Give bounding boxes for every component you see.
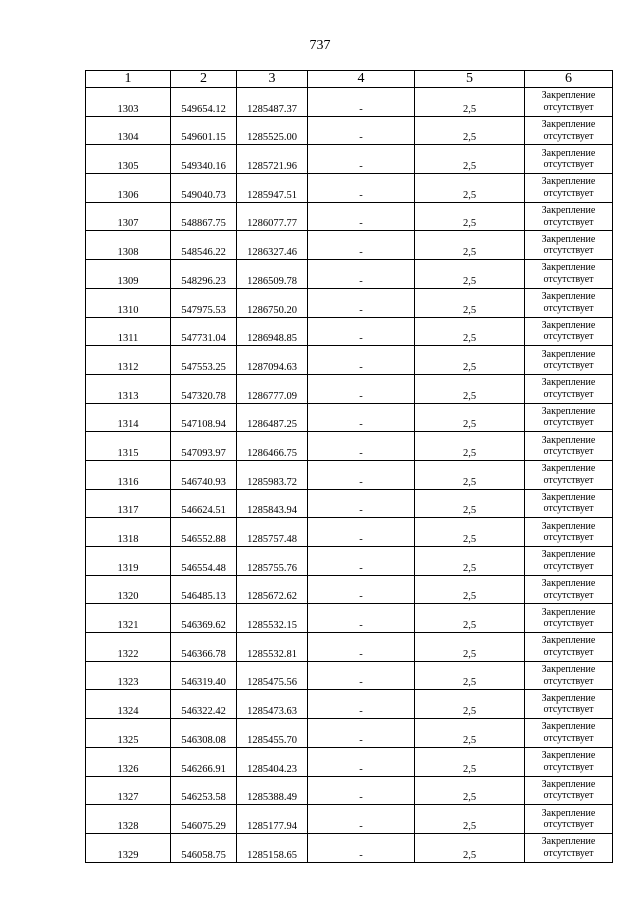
note-cell: Закрепление отсутствует [525, 88, 613, 117]
note-cell: Закрепление отсутствует [525, 403, 613, 432]
column-5-cell: 2,5 [415, 719, 525, 748]
x-coordinate-cell: 546485.13 [171, 575, 237, 604]
column-5-cell: 2,5 [415, 633, 525, 662]
column-header: 3 [237, 71, 308, 88]
y-coordinate-cell: 1285177.94 [237, 805, 308, 834]
column-4-cell: - [308, 776, 415, 805]
column-header: 2 [171, 71, 237, 88]
point-number-cell: 1327 [86, 776, 171, 805]
note-cell: Закрепление отсутствует [525, 317, 613, 346]
x-coordinate-cell: 547108.94 [171, 403, 237, 432]
y-coordinate-cell: 1285532.15 [237, 604, 308, 633]
table-row [86, 403, 613, 432]
column-4-cell: - [308, 88, 415, 117]
column-5-cell: 2,5 [415, 231, 525, 260]
point-number-cell: 1312 [86, 346, 171, 375]
column-5-cell: 2,5 [415, 403, 525, 432]
note-cell: Закрепление отсутствует [525, 116, 613, 145]
x-coordinate-cell: 546369.62 [171, 604, 237, 633]
y-coordinate-cell: 1286487.25 [237, 403, 308, 432]
table-row [86, 288, 613, 317]
column-5-cell: 2,5 [415, 805, 525, 834]
note-cell: Закрепление отсутствует [525, 575, 613, 604]
column-5-cell: 2,5 [415, 776, 525, 805]
y-coordinate-cell: 1285473.63 [237, 690, 308, 719]
note-cell: Закрепление отсутствует [525, 633, 613, 662]
point-number-cell: 1317 [86, 489, 171, 518]
column-4-cell: - [308, 202, 415, 231]
table-row [86, 518, 613, 547]
point-number-cell: 1325 [86, 719, 171, 748]
x-coordinate-cell: 546740.93 [171, 460, 237, 489]
x-coordinate-cell: 548867.75 [171, 202, 237, 231]
header-row [86, 71, 613, 88]
note-cell: Закрепление отсутствует [525, 833, 613, 862]
y-coordinate-cell: 1285455.70 [237, 719, 308, 748]
column-header: 4 [308, 71, 415, 88]
table-row [86, 231, 613, 260]
note-cell: Закрепление отсутствует [525, 432, 613, 461]
point-number-cell: 1309 [86, 260, 171, 289]
table-row [86, 317, 613, 346]
table-row [86, 116, 613, 145]
column-5-cell: 2,5 [415, 690, 525, 719]
x-coordinate-cell: 548546.22 [171, 231, 237, 260]
table-row [86, 833, 613, 862]
point-number-cell: 1308 [86, 231, 171, 260]
note-cell: Закрепление отсутствует [525, 776, 613, 805]
x-coordinate-cell: 546075.29 [171, 805, 237, 834]
note-cell: Закрепление отсутствует [525, 202, 613, 231]
note-cell: Закрепление отсутствует [525, 460, 613, 489]
note-cell: Закрепление отсутствует [525, 518, 613, 547]
point-number-cell: 1321 [86, 604, 171, 633]
column-4-cell: - [308, 633, 415, 662]
column-4-cell: - [308, 174, 415, 203]
point-number-cell: 1322 [86, 633, 171, 662]
note-cell: Закрепление отсутствует [525, 604, 613, 633]
note-cell: Закрепление отсутствует [525, 346, 613, 375]
column-4-cell: - [308, 346, 415, 375]
table-row [86, 260, 613, 289]
y-coordinate-cell: 1285721.96 [237, 145, 308, 174]
column-header: 6 [525, 71, 613, 88]
column-4-cell: - [308, 460, 415, 489]
column-5-cell: 2,5 [415, 604, 525, 633]
column-4-cell: - [308, 547, 415, 576]
column-4-cell: - [308, 575, 415, 604]
x-coordinate-cell: 546366.78 [171, 633, 237, 662]
table-row [86, 661, 613, 690]
column-5-cell: 2,5 [415, 288, 525, 317]
x-coordinate-cell: 547093.97 [171, 432, 237, 461]
x-coordinate-cell: 549654.12 [171, 88, 237, 117]
column-5-cell: 2,5 [415, 661, 525, 690]
column-5-cell: 2,5 [415, 145, 525, 174]
x-coordinate-cell: 546319.40 [171, 661, 237, 690]
note-cell: Закрепление отсутствует [525, 547, 613, 576]
column-4-cell: - [308, 374, 415, 403]
column-4-cell: - [308, 145, 415, 174]
y-coordinate-cell: 1286077.77 [237, 202, 308, 231]
table-row [86, 202, 613, 231]
note-cell: Закрепление отсутствует [525, 231, 613, 260]
x-coordinate-cell: 547975.53 [171, 288, 237, 317]
x-coordinate-cell: 546253.58 [171, 776, 237, 805]
table-row [86, 174, 613, 203]
note-cell: Закрепление отсутствует [525, 174, 613, 203]
point-number-cell: 1313 [86, 374, 171, 403]
point-number-cell: 1315 [86, 432, 171, 461]
table-row [86, 432, 613, 461]
column-4-cell: - [308, 719, 415, 748]
column-4-cell: - [308, 747, 415, 776]
column-5-cell: 2,5 [415, 174, 525, 203]
x-coordinate-cell: 546554.48 [171, 547, 237, 576]
page-number: 737 [309, 38, 331, 53]
table-row [86, 690, 613, 719]
column-4-cell: - [308, 260, 415, 289]
table-row [86, 604, 613, 633]
column-4-cell: - [308, 403, 415, 432]
point-number-cell: 1323 [86, 661, 171, 690]
table-header [86, 71, 613, 88]
note-cell: Закрепление отсутствует [525, 489, 613, 518]
y-coordinate-cell: 1285843.94 [237, 489, 308, 518]
point-number-cell: 1329 [86, 833, 171, 862]
point-number-cell: 1304 [86, 116, 171, 145]
x-coordinate-cell: 547553.25 [171, 346, 237, 375]
x-coordinate-cell: 546266.91 [171, 747, 237, 776]
table-row [86, 460, 613, 489]
table-row [86, 633, 613, 662]
column-5-cell: 2,5 [415, 518, 525, 547]
point-number-cell: 1311 [86, 317, 171, 346]
column-4-cell: - [308, 317, 415, 346]
column-5-cell: 2,5 [415, 202, 525, 231]
point-number-cell: 1305 [86, 145, 171, 174]
column-5-cell: 2,5 [415, 747, 525, 776]
column-4-cell: - [308, 432, 415, 461]
point-number-cell: 1307 [86, 202, 171, 231]
column-4-cell: - [308, 489, 415, 518]
column-4-cell: - [308, 518, 415, 547]
x-coordinate-cell: 546322.42 [171, 690, 237, 719]
table-row [86, 489, 613, 518]
x-coordinate-cell: 549340.16 [171, 145, 237, 174]
point-number-cell: 1314 [86, 403, 171, 432]
table-row [86, 547, 613, 576]
x-coordinate-cell: 546058.75 [171, 833, 237, 862]
column-5-cell: 2,5 [415, 116, 525, 145]
point-number-cell: 1316 [86, 460, 171, 489]
y-coordinate-cell: 1286948.85 [237, 317, 308, 346]
table-row [86, 145, 613, 174]
x-coordinate-cell: 548296.23 [171, 260, 237, 289]
x-coordinate-cell: 549040.73 [171, 174, 237, 203]
y-coordinate-cell: 1285757.48 [237, 518, 308, 547]
column-5-cell: 2,5 [415, 489, 525, 518]
note-cell: Закрепление отсутствует [525, 260, 613, 289]
column-4-cell: - [308, 288, 415, 317]
column-4-cell: - [308, 661, 415, 690]
column-header: 5 [415, 71, 525, 88]
y-coordinate-cell: 1285475.56 [237, 661, 308, 690]
table-row [86, 88, 613, 117]
x-coordinate-cell: 546552.88 [171, 518, 237, 547]
x-coordinate-cell: 547731.04 [171, 317, 237, 346]
column-5-cell: 2,5 [415, 432, 525, 461]
column-5-cell: 2,5 [415, 346, 525, 375]
note-cell: Закрепление отсутствует [525, 661, 613, 690]
column-4-cell: - [308, 116, 415, 145]
y-coordinate-cell: 1287094.63 [237, 346, 308, 375]
table-row [86, 747, 613, 776]
point-number-cell: 1326 [86, 747, 171, 776]
table-row [86, 776, 613, 805]
column-4-cell: - [308, 604, 415, 633]
note-cell: Закрепление отсутствует [525, 145, 613, 174]
y-coordinate-cell: 1285983.72 [237, 460, 308, 489]
table-row [86, 575, 613, 604]
column-5-cell: 2,5 [415, 460, 525, 489]
y-coordinate-cell: 1285672.62 [237, 575, 308, 604]
x-coordinate-cell: 549601.15 [171, 116, 237, 145]
point-number-cell: 1306 [86, 174, 171, 203]
y-coordinate-cell: 1286777.09 [237, 374, 308, 403]
y-coordinate-cell: 1285487.37 [237, 88, 308, 117]
y-coordinate-cell: 1286509.78 [237, 260, 308, 289]
column-5-cell: 2,5 [415, 374, 525, 403]
column-header: 1 [86, 71, 171, 88]
note-cell: Закрепление отсутствует [525, 690, 613, 719]
y-coordinate-cell: 1285525.00 [237, 116, 308, 145]
point-number-cell: 1319 [86, 547, 171, 576]
note-cell: Закрепление отсутствует [525, 288, 613, 317]
y-coordinate-cell: 1286750.20 [237, 288, 308, 317]
column-4-cell: - [308, 231, 415, 260]
point-number-cell: 1310 [86, 288, 171, 317]
column-5-cell: 2,5 [415, 547, 525, 576]
table-row [86, 346, 613, 375]
y-coordinate-cell: 1285404.23 [237, 747, 308, 776]
note-cell: Закрепление отсутствует [525, 719, 613, 748]
y-coordinate-cell: 1285947.51 [237, 174, 308, 203]
column-5-cell: 2,5 [415, 88, 525, 117]
column-4-cell: - [308, 690, 415, 719]
y-coordinate-cell: 1286466.75 [237, 432, 308, 461]
column-4-cell: - [308, 805, 415, 834]
y-coordinate-cell: 1285388.49 [237, 776, 308, 805]
y-coordinate-cell: 1285158.65 [237, 833, 308, 862]
table-row [86, 374, 613, 403]
table-body [86, 88, 613, 863]
x-coordinate-cell: 546308.08 [171, 719, 237, 748]
x-coordinate-cell: 546624.51 [171, 489, 237, 518]
column-5-cell: 2,5 [415, 317, 525, 346]
y-coordinate-cell: 1285755.76 [237, 547, 308, 576]
coordinates-table [85, 70, 613, 863]
column-5-cell: 2,5 [415, 260, 525, 289]
y-coordinate-cell: 1285532.81 [237, 633, 308, 662]
point-number-cell: 1328 [86, 805, 171, 834]
point-number-cell: 1324 [86, 690, 171, 719]
note-cell: Закрепление отсутствует [525, 805, 613, 834]
note-cell: Закрепление отсутствует [525, 747, 613, 776]
column-5-cell: 2,5 [415, 575, 525, 604]
note-cell: Закрепление отсутствует [525, 374, 613, 403]
table-row [86, 805, 613, 834]
point-number-cell: 1320 [86, 575, 171, 604]
table-row [86, 719, 613, 748]
point-number-cell: 1303 [86, 88, 171, 117]
column-4-cell: - [308, 833, 415, 862]
x-coordinate-cell: 547320.78 [171, 374, 237, 403]
point-number-cell: 1318 [86, 518, 171, 547]
column-5-cell: 2,5 [415, 833, 525, 862]
y-coordinate-cell: 1286327.46 [237, 231, 308, 260]
